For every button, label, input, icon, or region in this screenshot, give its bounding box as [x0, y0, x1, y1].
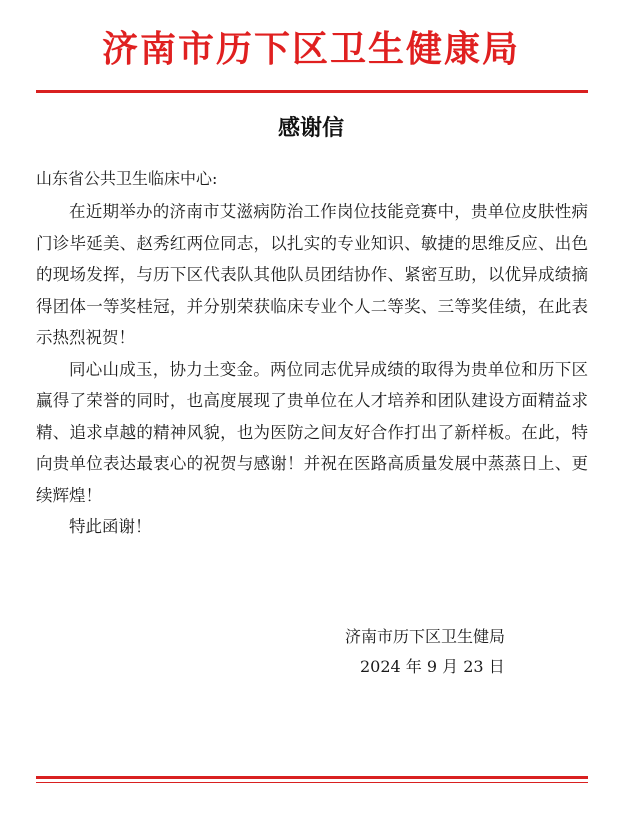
footer-divider-thin [36, 782, 588, 783]
letterhead-title: 济南市历下区卫生健康局 [101, 29, 520, 70]
closing-paragraph: 特此函谢！ [69, 517, 152, 536]
body-paragraph: 同心山成玉，协力土变金。两位同志优异成绩的取得为贵单位和历下区赢得了荣誉的同时，也高度展现了贵单位在人才培养和团队建设方面精益求精、追求卓越的精神风貌，也为医防之间友好合作打出了新样板。在此，特向贵单位表达最衷心的祝贺与感谢！并祝在医路高质量发展中蒸蒸日上、更续辉煌！ [36, 359, 588, 505]
recipient-line: 山东省公共卫生临床中心: [36, 169, 218, 188]
letterhead-divider [36, 90, 588, 93]
signature-line: 济南市历下区卫生健局 [345, 627, 506, 646]
date-line: 2024 年 9 月 23 日 [360, 657, 505, 676]
body-paragraph: 在近期举办的济南市艾滋病防治工作岗位技能竞赛中，贵单位皮肤性病门诊毕延美、赵秀红两位同志，以扎实的专业知识、敏捷的思维反应、出色的现场发挥，与历下区代表队其他队员团结协作、紧密互助，以优异成绩摘得团体一等奖桂冠，并分别荣获临床专业个人二等奖、三等奖佳绩，在此表示热烈祝贺！ [36, 202, 588, 347]
letter-body [36, 196, 588, 543]
document-title: 感谢信 [277, 116, 344, 141]
footer-divider-thick [36, 776, 588, 779]
